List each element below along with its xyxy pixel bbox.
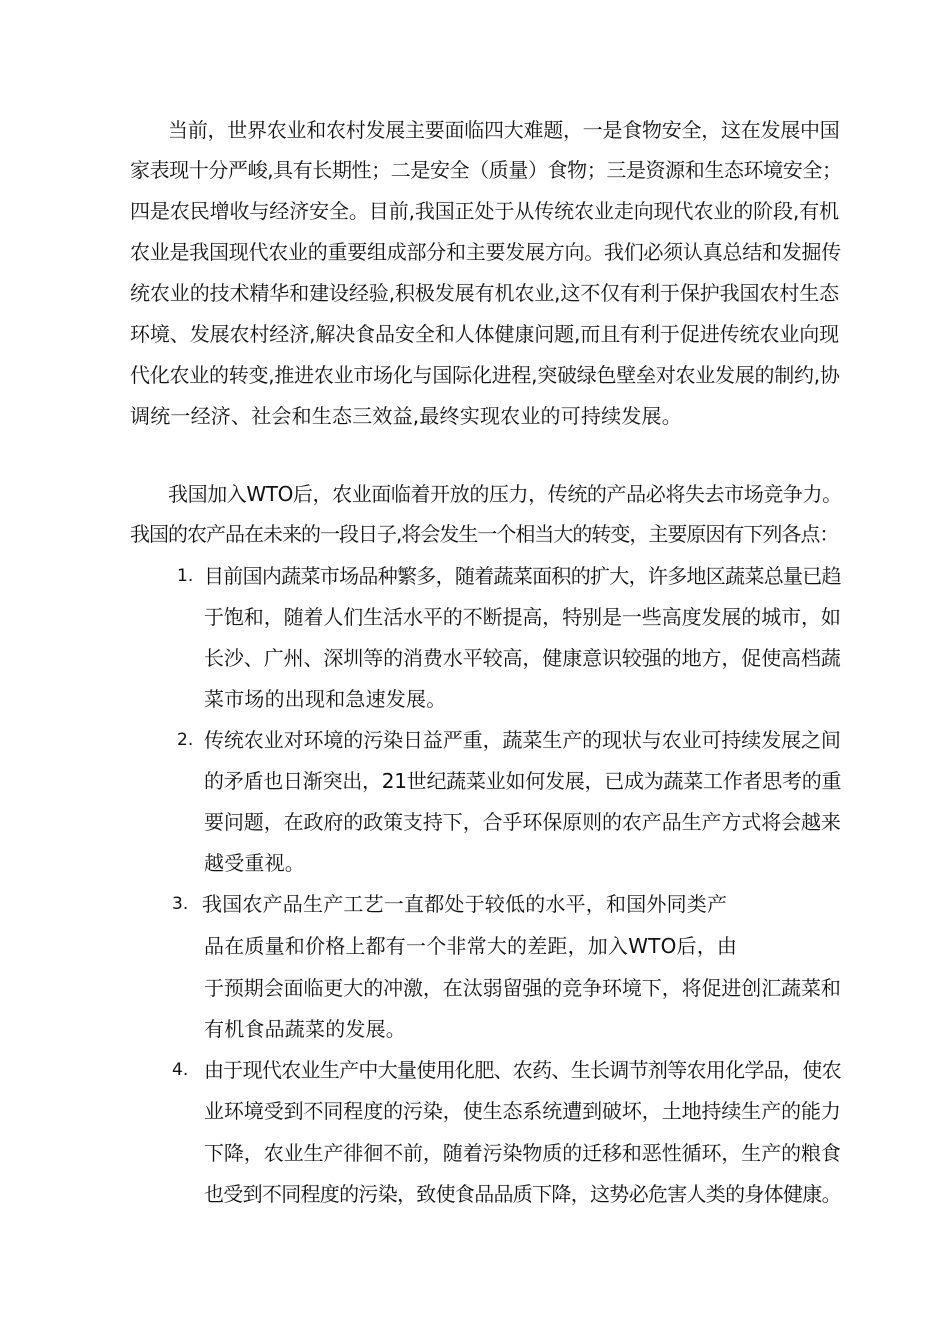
list-item-number: 1. (177, 566, 194, 586)
paragraph-line: 调统一经济、社会和生态三效益,最终实现农业的可持续发展。 (130, 404, 682, 428)
paragraph-line: 我国的农产品在未来的一段日子,将会发生一个相当大的转变，主要原因有下列各点： (130, 522, 839, 546)
list-item-line: 于饱和，随着人们生活水平的不断提高，特别是一些高度发展的城市，如 (204, 605, 841, 629)
list-item-line: 我国农产品生产工艺一直都处于较低的水平，和国外同类产 (202, 892, 728, 916)
list-item-number: 2. (177, 730, 194, 750)
list-item-number: 4. (172, 1060, 189, 1080)
list-item-line: 有机食品蔬菜的发展。 (204, 1017, 406, 1041)
list-item-line: 的矛盾也日渐突出，21世纪蔬菜业如何发展，已成为蔬菜工作者思考的重 (204, 769, 842, 793)
paragraph-line: 我国加入WTO后，农业面临着开放的压力，传统的产品必将失去市场竞争力。 (168, 482, 842, 506)
paragraph-line: 家表现十分严峻,具有长期性；二是安全（质量）食物；三是资源和生态环境安全； (130, 158, 842, 182)
paragraph-line: 四是农民增收与经济安全。目前,我国正处于从传统农业走向现代农业的阶段,有机 (130, 199, 840, 223)
list-item-number: 3. (172, 894, 189, 914)
paragraph-line: 统农业的技术精华和建设经验,积极发展有机农业,这不仅有利于保护我国农村生态 (130, 281, 840, 305)
list-item-line: 下降，农业生产徘徊不前，随着污染物质的迁移和恶性循环，生产的粮食 (204, 1141, 841, 1165)
paragraph-line: 当前，世界农业和农村发展主要面临四大难题，一是食物安全，这在发展中国 (168, 118, 840, 142)
paragraph-line: 环境、发展农村经济,解决食品安全和人体健康问题,而且有利于促进传统农业向现 (130, 322, 840, 346)
list-item-line: 也受到不同程度的污染，致使食品品质下降，这势必危害人类的身体健康。 (204, 1182, 841, 1206)
list-item-line: 目前国内蔬菜市场品种繁多，随着蔬菜面积的扩大，许多地区蔬菜总量已趋 (204, 564, 841, 588)
list-item-line: 业环境受到不同程度的污染，使生态系统遭到破坏，土地持续生产的能力 (204, 1099, 841, 1123)
list-item-line: 长沙、广州、深圳等的消费水平较高，健康意识较强的地方，促使高档蔬 (204, 646, 841, 670)
list-item-line: 菜市场的出现和急速发展。 (204, 687, 447, 711)
paragraph-line: 代化农业的转变,推进农业市场化与国际化进程,突破绿色壁垒对农业发展的制约,协 (130, 363, 840, 387)
list-item-line: 由于现代农业生产中大量使用化肥、农药、生长调节剂等农用化学品，使农 (204, 1058, 841, 1082)
list-item-line: 于预期会面临更大的冲激，在汰弱留强的竞争环境下，将促进创汇蔬菜和 (204, 976, 841, 1000)
list-item-line: 品在质量和价格上都有一个非常大的差距，加入WTO后，由 (204, 934, 738, 958)
list-item-line: 越受重视。 (204, 851, 305, 875)
list-item-line: 传统农业对环境的污染日益严重，蔬菜生产的现状与农业可持续发展之间 (204, 728, 841, 752)
paragraph-line: 农业是我国现代农业的重要组成部分和主要发展方向。我们必须认真总结和发掘传 (130, 240, 841, 264)
list-item-line: 要问题，在政府的政策支持下，合乎环保原则的农产品生产方式将会越来 (204, 810, 841, 834)
